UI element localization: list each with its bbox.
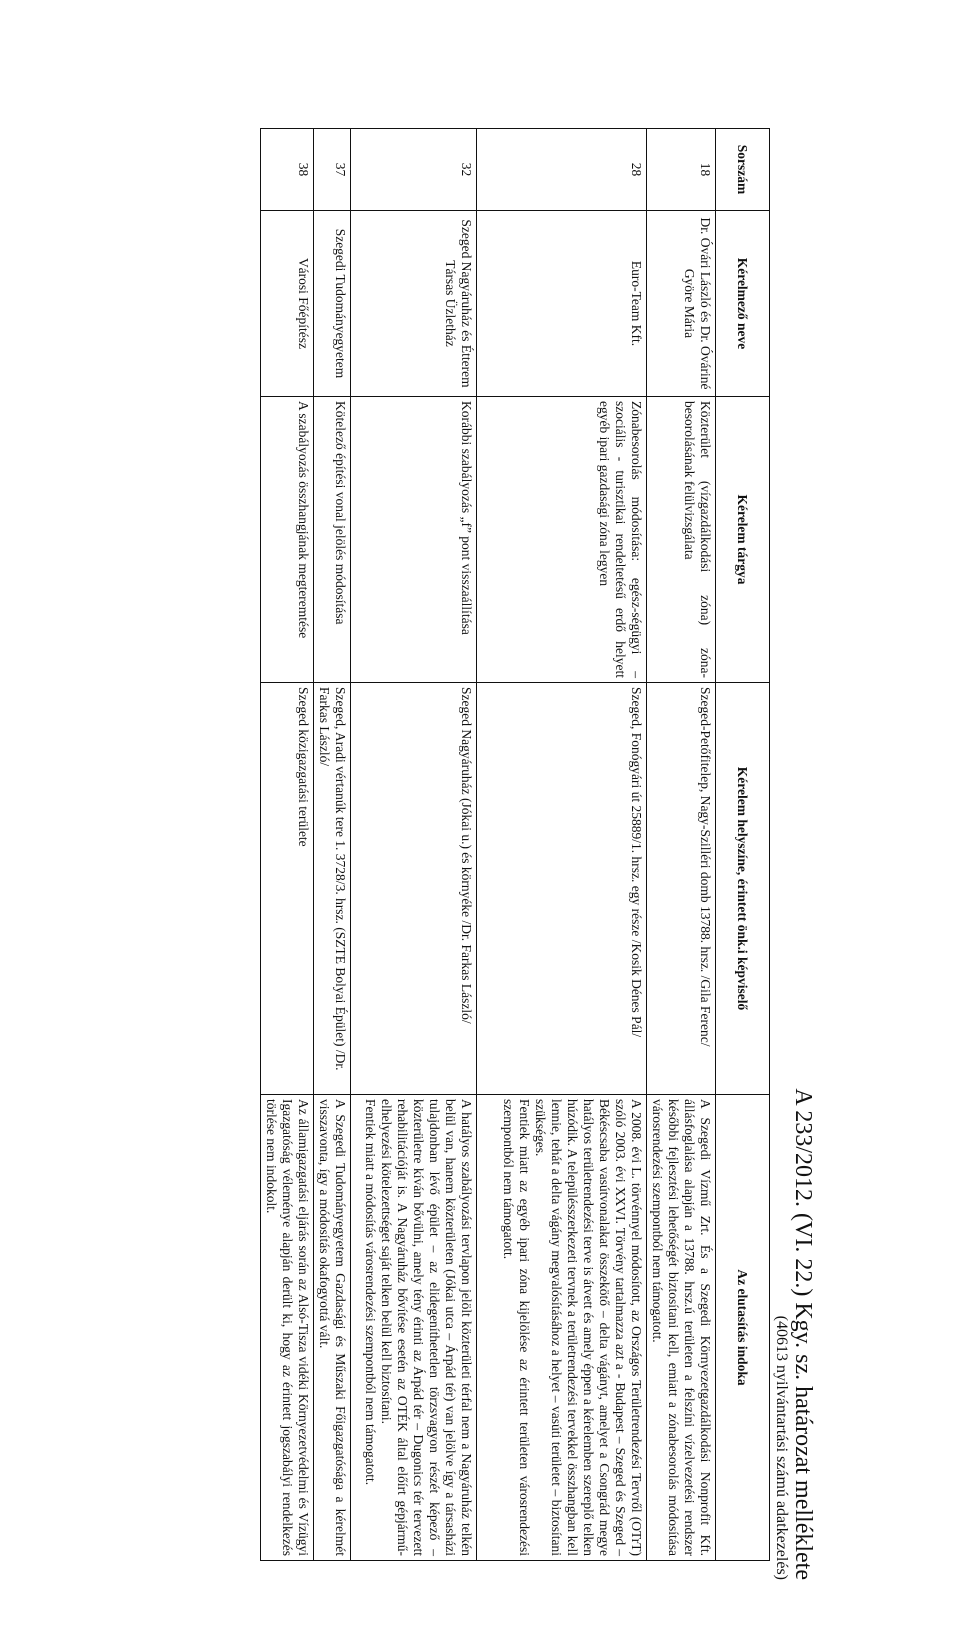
cell-targy: Korábbi szabályozás „f” pont visszaállítása <box>351 397 477 683</box>
cell-indok <box>351 1095 477 1561</box>
cell-helyszin: Szeged közigazgatási területe <box>261 683 314 1095</box>
cell-helyszin: Szeged Nagyáruház (Jókai u.) és környéke /Dr. Farkas László/ <box>351 683 477 1095</box>
cell-sorszam: 28 <box>477 129 647 211</box>
cell-sorszam: 32 <box>351 129 477 211</box>
indok-paragraph: A 2008. évi L. törvénnyel módosított, az Országos Területrendezési Tervről (OTrT) szóló 2003. évi XXVI. Törvény tartalmazza azt a - Budapest – Szeged és Szeged – Békéscsaba vasútvonalakat összekötő – delta vágányt, amelyet a Csongrád megye hatályos területrendezési terve is átvett és amely éppen a kérelemben szereplő telken húzódik. A településszerkezeti tervnek a területrendezési tervekkel összhangban kell lennie, tehát a delta vágány megvalósításához a helyet – vasúti területet – biztosítani szükséges. <box>533 1099 644 1556</box>
indok-paragraph: A hatályos szabályozási tervlapon jelölt közterületi térfal nem a Nagyáruház telkén belül van, hanem közterületen (Jókai utca – Árpád tér) van jelölve így a társasházi tulajdonban lévő épület – az elidegeníthetetlen törzsvagyon részét képező – közterületre kíván bővülni, amely tény érinti az Árpád tér – Dugonics tér tervezett rehabilitációját is. A Nagyáruház bővítése esetén az OTÉK által előírt gépjármű-elhelyezési kötelezettséget saját telken belül kell biztosítani. <box>379 1099 474 1556</box>
cell-sorszam: 38 <box>261 129 314 211</box>
cell-nev: Dr. Óvári László és Dr. Óváriné Györe Mária <box>647 211 716 397</box>
indok-paragraph: A Szegedi Vízmű Zrt. És a Szegedi Környezetgazdálkodási Nonprofit Kft. állásfoglalása alapján a 13788. hrsz.ú területen a felszíni vízelvezetési rendszer későbbi fejlesztési lehetőségét biztosítani kell, emiatt a zónabesorolás módosítása városrendezési szempontból nem támogatott. <box>650 1099 713 1556</box>
cell-nev: Szeged Nagyáruház és Étterem Társas Üzletház <box>351 211 477 397</box>
cell-nev: Városi Főépítész <box>261 211 314 397</box>
column-header-sorszam: Sorszám <box>716 129 770 211</box>
table-header-row <box>716 129 770 1561</box>
resolution-title: A 233/2012. (VI. 22.) Kgy. sz. határozat melléklete <box>790 1088 816 1580</box>
rejection-table <box>260 128 770 1561</box>
cell-nev: Euro-Team Kft. <box>477 211 647 397</box>
cell-indok <box>261 1095 314 1561</box>
indok-paragraph: A Szegedi Tudományegyetem Gazdasági és Műszaki Főigazgatósága a kérelmét visszavonta, így a módosítás okafogyottá vált. <box>317 1099 348 1556</box>
table-row <box>647 129 716 1561</box>
cell-sorszam: 37 <box>314 129 351 211</box>
column-header-indok: Az elutasítás indoka <box>716 1095 770 1561</box>
cell-helyszin: Szeged, Fonógyári út 25889/1. hrsz. egy része /Kosik Dénes Pál/ <box>477 683 647 1095</box>
cell-indok <box>477 1095 647 1561</box>
cell-helyszin: Szeged-Petőfitelep, Nagy-Szilléri domb 13788. hrsz. /Gila Ferenc/ <box>647 683 716 1095</box>
indok-paragraph: Fentiek miatt az egyéb ipari zóna kijelölése az érintett területen városrendezési szempontból nem támogatott. <box>501 1099 532 1556</box>
cell-targy: Kötelező építési vonal jelölés módosítása <box>314 397 351 683</box>
cell-targy: Közterület (vízgazdálkodási zóna) zóna-besorolásának felülvizsgálata <box>647 397 716 683</box>
indok-paragraph: Az államigazgatási eljárás során az Alsó-Tisza vidéki Környezetvédelmi és Vízügyi Igazgatóság véleménye alapján derült ki, hogy az érintett jogszabályi rendelkezés törlése nem indokolt. <box>264 1099 311 1556</box>
cell-targy: A szabályozás összhangjának megteremtése <box>261 397 314 683</box>
record-subtitle: (40613 nyilvántartási számú adatkezelés) <box>773 1315 790 1580</box>
column-header-nev: Kérelmező neve <box>716 211 770 397</box>
cell-targy: Zónabesorolás módosítása: egész-ségügyi – szociális - turisztikai rendeltetésű erdő helyett egyéb ipari gazdasági zóna legyen <box>477 397 647 683</box>
cell-sorszam: 18 <box>647 129 716 211</box>
table-row <box>477 129 647 1561</box>
cell-nev: Szegedi Tudományegyetem <box>314 211 351 397</box>
table-row <box>351 129 477 1561</box>
cell-indok <box>647 1095 716 1561</box>
document-heading <box>772 1000 816 1580</box>
table-row <box>261 129 314 1561</box>
table-row <box>314 129 351 1561</box>
indok-paragraph: Fentiek miatt a módosítás városrendezési szempontból nem támogatott. <box>363 1099 378 1486</box>
cell-indok <box>314 1095 351 1561</box>
column-header-targy: Kérelem tárgya <box>716 397 770 683</box>
column-header-helyszin: Kérelem helyszíne, érintett önk.i képviselő <box>716 683 770 1095</box>
cell-helyszin: Szeged, Aradi vértanúk tere 1. 3728/3. hrsz. (SZTE Bolyai Épület) /Dr. Farkas László/ <box>314 683 351 1095</box>
